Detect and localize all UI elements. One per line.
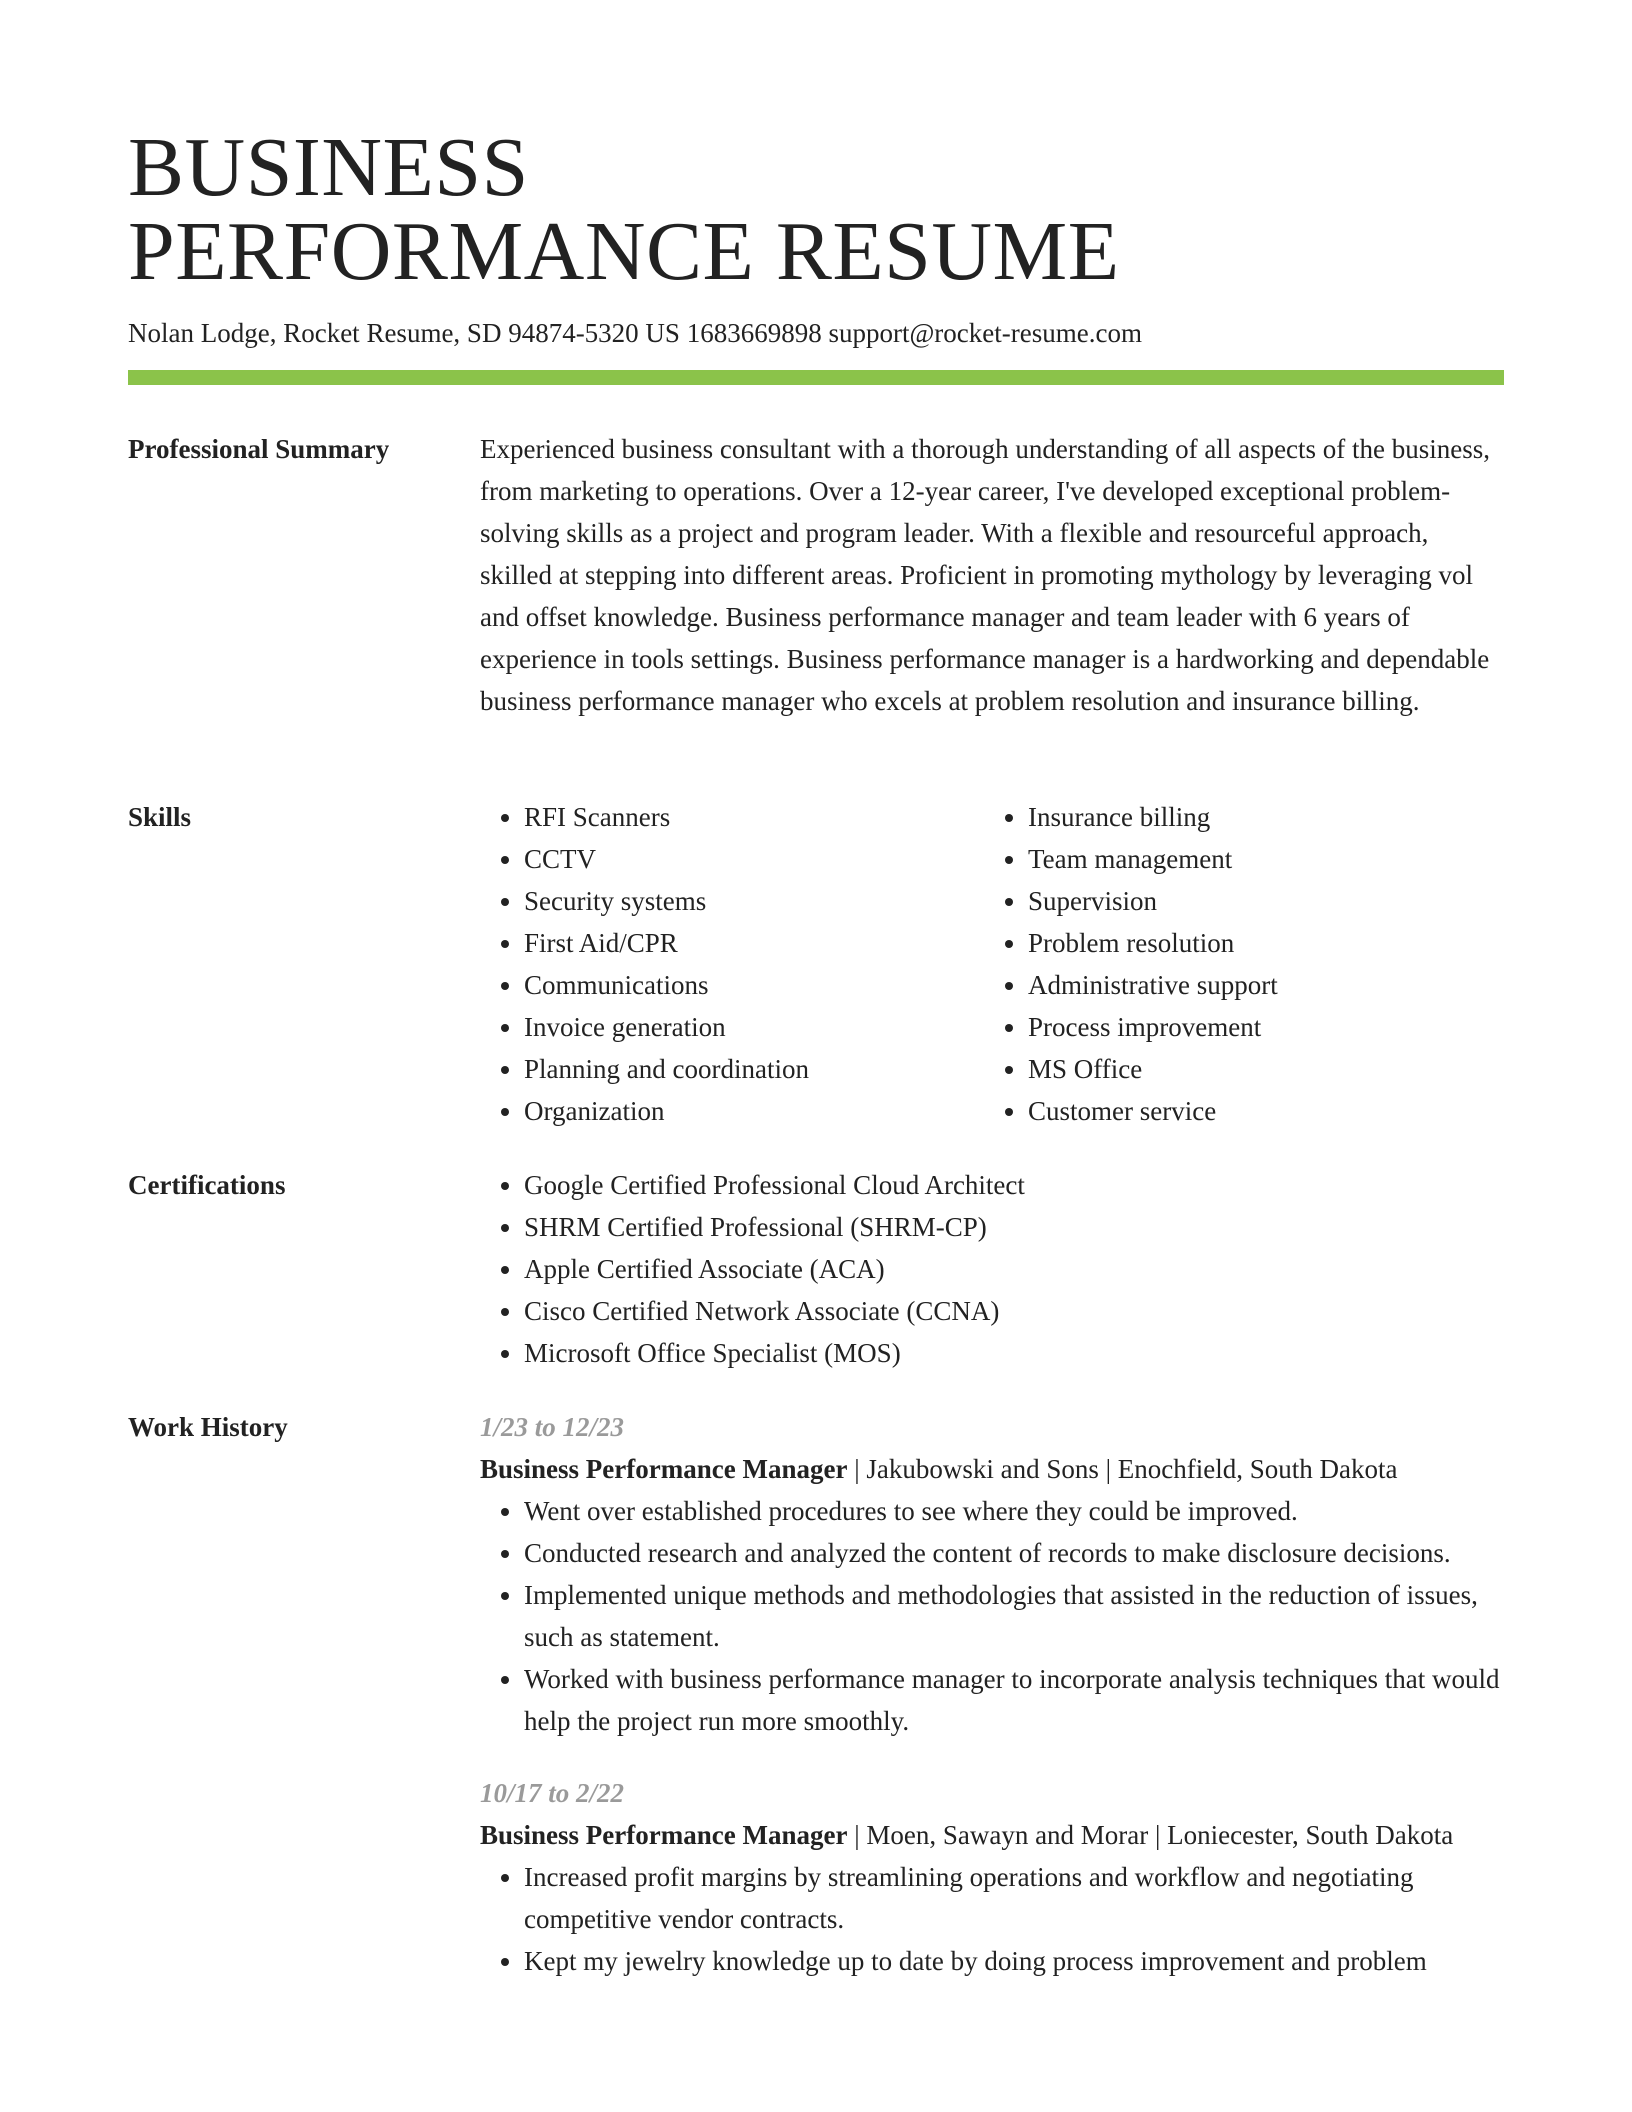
list-item: • Process improvement xyxy=(1028,1006,1488,1048)
skills-column-right xyxy=(984,796,1488,1132)
list-item: • SHRM Certified Professional (SHRM-CP) xyxy=(524,1206,1504,1248)
list-item: • Google Certified Professional Cloud Architect xyxy=(524,1164,1504,1206)
contact-info: Nolan Lodge, Rocket Resume, SD 94874-5320 US 1683669898 support@rocket-resume.com xyxy=(128,318,1142,348)
list-item: • Security systems xyxy=(524,880,984,922)
job-dates: 1/23 to 12/23 xyxy=(480,1412,625,1442)
list-item: • Increased profit margins by streamlining operations and workflow and negotiating competitive vendor contracts. xyxy=(524,1856,1504,1940)
skills-column-left xyxy=(480,796,984,1132)
title-line-2: PERFORMANCE RESUME xyxy=(128,205,1120,298)
list-item: • Invoice generation xyxy=(524,1006,984,1048)
list-item: • Microsoft Office Specialist (MOS) xyxy=(524,1332,1504,1374)
list-item: • Apple Certified Associate (ACA) xyxy=(524,1248,1504,1290)
resume-title xyxy=(128,121,1120,298)
list-item: • Conducted research and analyzed the content of records to make disclosure decisions. xyxy=(524,1532,1504,1574)
list-item: • CCTV xyxy=(524,838,984,880)
list-item: • MS Office xyxy=(1028,1048,1488,1090)
list-item: • Team management xyxy=(1028,838,1488,880)
job-entry xyxy=(480,1406,1504,1742)
list-item: • Customer service xyxy=(1028,1090,1488,1132)
list-item: • Cisco Certified Network Associate (CCNA) xyxy=(524,1290,1504,1332)
summary-text: Experienced business consultant with a thorough understanding of all aspects of the business, from marketing to operations. Over a 12-year career, I've developed exceptional problem-solving skills as a project and program leader. With a flexible and resourceful approach, skilled at stepping into different areas. Proficient in promoting mythology by leveraging vol and offset knowledge. Business performance manager and team leader with 6 years of experience in tools settings. Business performance manager is a hardworking and dependable business performance manager who excels at problem resolution and insurance billing. xyxy=(480,434,1491,716)
list-item: • Communications xyxy=(524,964,984,1006)
title-line-1: BUSINESS xyxy=(128,121,529,214)
list-item: • Organization xyxy=(524,1090,984,1132)
job-title: Business Performance Manager xyxy=(480,1820,848,1850)
summary-label: Professional Summary xyxy=(128,434,390,464)
certifications-label: Certifications xyxy=(128,1170,286,1200)
list-item: • Went over established procedures to see where they could be improved. xyxy=(524,1490,1504,1532)
list-item: • Insurance billing xyxy=(1028,796,1488,838)
list-item: • Problem resolution xyxy=(1028,922,1488,964)
skills-label: Skills xyxy=(128,802,192,832)
job-heading xyxy=(480,1448,1504,1490)
list-item: • Administrative support xyxy=(1028,964,1488,1006)
job-dates: 10/17 to 2/22 xyxy=(480,1778,625,1808)
job-title: Business Performance Manager xyxy=(480,1454,848,1484)
accent-divider xyxy=(128,370,1504,385)
list-item: • Kept my jewelry knowledge up to date by doing process improvement and problem xyxy=(524,1940,1504,1982)
list-item: • Supervision xyxy=(1028,880,1488,922)
list-item: • RFI Scanners xyxy=(524,796,984,838)
list-item: • Implemented unique methods and methodologies that assisted in the reduction of issues, such as statement. xyxy=(524,1574,1504,1658)
job-details: | Moen, Sawayn and Morar | Loniecester, South Dakota xyxy=(847,1820,1454,1850)
job-heading xyxy=(480,1814,1504,1856)
job-entry xyxy=(480,1772,1504,1982)
list-item: • Worked with business performance manager to incorporate analysis techniques that would help the project run more smoothly. xyxy=(524,1658,1504,1742)
work-history-label: Work History xyxy=(128,1412,288,1442)
job-details: | Jakubowski and Sons | Enochfield, South Dakota xyxy=(847,1454,1398,1484)
list-item: • First Aid/CPR xyxy=(524,922,984,964)
list-item: • Planning and coordination xyxy=(524,1048,984,1090)
